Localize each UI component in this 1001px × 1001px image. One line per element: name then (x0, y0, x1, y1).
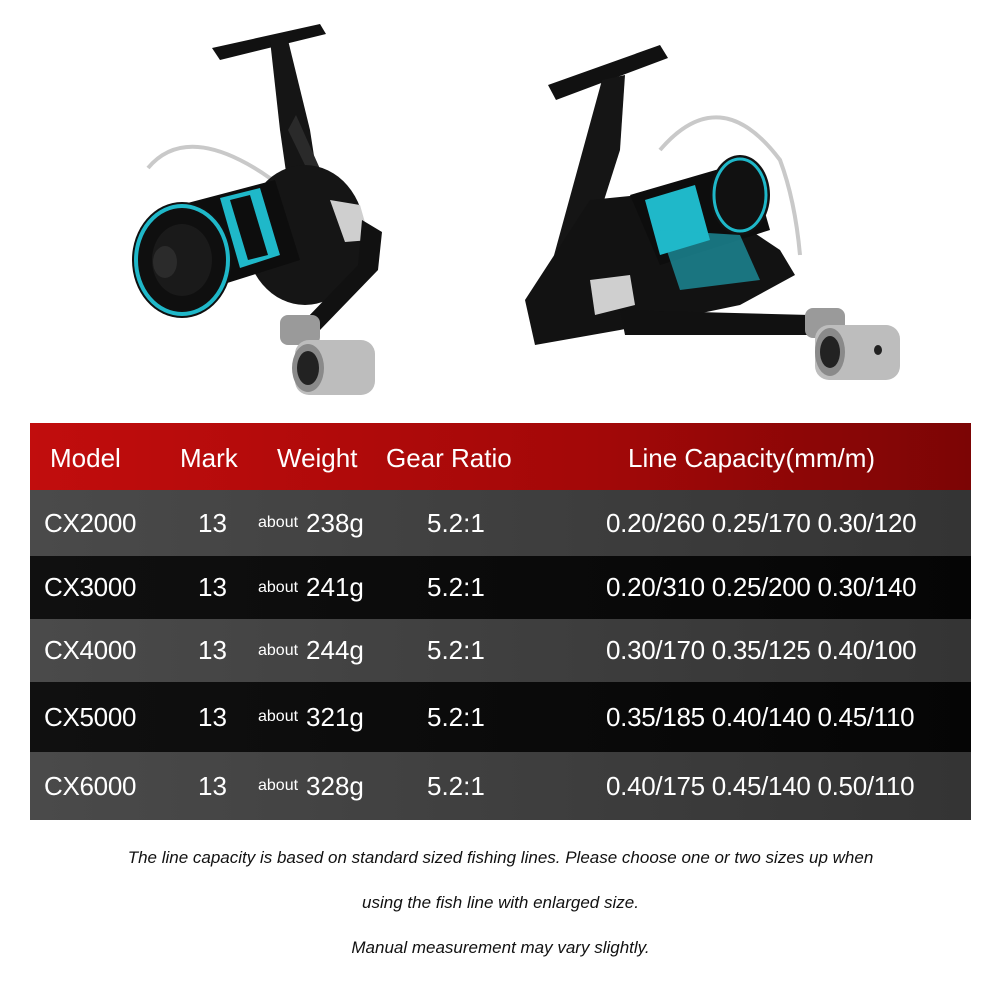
table-row (30, 490, 971, 556)
header-line-capacity: Line Capacity(mm/m) (628, 443, 876, 473)
cell-weight (258, 682, 364, 752)
weight-prefix: about (258, 641, 299, 659)
header-model: Model (50, 443, 121, 473)
cell-mark: 13 (198, 770, 227, 801)
weight-value: 241g (306, 572, 364, 602)
table-row (30, 752, 971, 820)
cell-gear-ratio: 5.2:1 (427, 701, 485, 732)
cell-model: CX4000 (44, 635, 137, 665)
weight-prefix: about (258, 777, 299, 794)
cell-gear-ratio: 5.2:1 (427, 770, 485, 801)
cell-mark: 13 (198, 635, 227, 665)
cell-line-capacity: 0.30/170 0.35/125 0.40/100 (606, 635, 917, 665)
weight-value: 238g (306, 507, 364, 538)
header-gear-ratio: Gear Ratio (386, 443, 512, 473)
note-line-capacity: The line capacity is based on standard sized fishing lines. Please choose one or two sizes up when (127, 848, 874, 867)
table-row (30, 619, 971, 682)
fishing-reel-side-image (510, 40, 910, 390)
cell-mark: 13 (198, 572, 227, 602)
cell-weight (258, 619, 364, 682)
table-row (30, 682, 971, 752)
cell-weight (258, 556, 364, 619)
weight-prefix: about (258, 578, 299, 596)
header-mark: Mark (180, 443, 238, 473)
weight-value: 328g (306, 770, 364, 801)
cell-model: CX6000 (44, 770, 137, 801)
cell-line-capacity: 0.20/310 0.25/200 0.30/140 (606, 572, 917, 602)
cell-gear-ratio: 5.2:1 (427, 635, 485, 665)
header-weight: Weight (277, 443, 358, 473)
cell-mark: 13 (198, 507, 227, 538)
cell-weight (258, 752, 364, 820)
table-header (30, 423, 971, 490)
weight-value: 244g (306, 635, 364, 665)
weight-prefix: about (258, 708, 299, 725)
cell-model: CX5000 (44, 701, 137, 732)
cell-gear-ratio: 5.2:1 (427, 507, 485, 538)
product-images (0, 0, 1001, 420)
fishing-reel-front-image (120, 20, 410, 410)
spec-table (30, 423, 971, 820)
cell-model: CX2000 (44, 507, 137, 538)
weight-prefix: about (258, 514, 299, 531)
cell-mark: 13 (198, 701, 227, 732)
cell-line-capacity: 0.35/185 0.40/140 0.45/110 (606, 701, 915, 732)
cell-gear-ratio: 5.2:1 (427, 572, 485, 602)
cell-weight (258, 490, 364, 556)
note-enlarged-size: using the fish line with enlarged size. (362, 893, 639, 912)
cell-line-capacity: 0.20/260 0.25/170 0.30/120 (606, 507, 917, 538)
table-row (30, 556, 971, 619)
cell-line-capacity: 0.40/175 0.45/140 0.50/110 (606, 770, 915, 801)
cell-model: CX3000 (44, 572, 137, 602)
note-measurement: Manual measurement may vary slightly. (351, 938, 650, 957)
weight-value: 321g (306, 701, 364, 732)
